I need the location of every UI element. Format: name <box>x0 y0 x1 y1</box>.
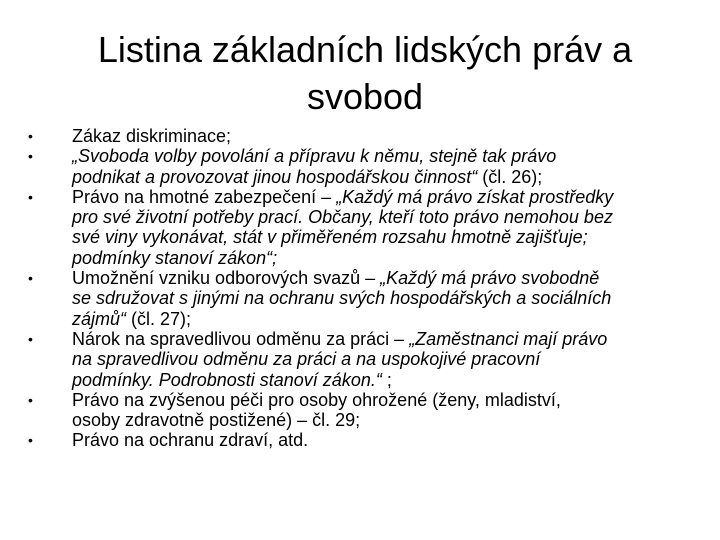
bullet-item <box>28 390 690 431</box>
bullet-line <box>72 227 690 247</box>
quoted-text: své viny vykonávat, stát v přiměřeném rozsahu hmotně zajišťuje; <box>72 227 588 248</box>
quoted-text: podmínky stanoví zákon“; <box>72 247 278 268</box>
bullet-text: osoby zdravotně postižené) – čl. 29; <box>72 410 361 431</box>
quoted-text: zájmů“ <box>72 308 127 329</box>
bullet-line <box>72 410 690 430</box>
title-line-2: svobod <box>306 76 424 117</box>
quoted-text: podnikat a provozovat jinou hospodářskou činnost“ <box>72 166 478 187</box>
bullet-text: (čl. 26); <box>477 166 543 187</box>
bullet-text: Umožnění vzniku odborových svazů – <box>72 268 381 289</box>
bullet-marker: • <box>28 391 33 408</box>
quoted-text: na spravedlivou odměnu za práci a na uspokojivé pracovní <box>72 349 541 370</box>
bullet-text: Zákaz diskriminace; <box>72 126 232 146</box>
quoted-text: „Zaměstnanci mají právo <box>409 328 608 349</box>
quoted-text: „Každý má právo svobodně <box>380 268 600 289</box>
quoted-text: „Každý má právo získat prostředky <box>336 186 614 207</box>
bullet-text: ; <box>381 369 392 390</box>
title-line-1: Listina základních lidských práv a <box>97 29 633 70</box>
bullet-item <box>28 268 690 329</box>
bullet-line <box>72 309 690 329</box>
bullet-marker: • <box>28 432 33 449</box>
bullet-item <box>28 430 690 450</box>
bullet-line <box>72 207 690 227</box>
bullet-text: Nárok na spravedlivou odměnu za práci – <box>72 328 410 349</box>
quoted-text: „Svoboda volby povolání a přípravu k němu, stejně tak právo <box>72 146 557 167</box>
bullet-line <box>72 430 690 450</box>
slide-title <box>40 26 690 120</box>
bullet-line <box>72 288 690 308</box>
bullet-list <box>28 126 690 451</box>
bullet-line <box>72 390 690 410</box>
bullet-item <box>28 126 690 146</box>
bullet-line <box>72 329 690 349</box>
bullet-text: Právo na hmotné zabezpečení – <box>72 186 337 207</box>
bullet-marker: • <box>28 270 33 287</box>
quoted-text: podmínky. Podrobnosti stanoví zákon.“ <box>72 369 382 390</box>
bullet-line <box>72 268 690 288</box>
bullet-marker: • <box>28 330 33 347</box>
bullet-text: (čl. 27); <box>126 308 192 329</box>
bullet-item <box>28 329 690 390</box>
bullet-line <box>72 248 690 268</box>
bullet-item <box>28 146 690 187</box>
bullet-marker: • <box>28 188 33 205</box>
bullet-line <box>72 146 690 166</box>
bullet-marker: • <box>28 128 33 144</box>
bullet-text: Právo na zvýšenou péči pro osoby ohrožené (ženy, mladiství, <box>72 389 561 410</box>
bullet-marker: • <box>28 148 33 165</box>
quoted-text: pro své životní potřeby prací. Občany, kteří toto právo nemohou bez <box>72 207 613 228</box>
quoted-text: se sdružovat s jinými na ochranu svých hospodářských a sociálních <box>72 288 612 309</box>
bullet-text: Právo na ochranu zdraví, atd. <box>72 430 309 451</box>
bullet-line <box>72 349 690 369</box>
bullet-line <box>72 167 690 187</box>
bullet-line <box>72 187 690 207</box>
bullet-line <box>72 370 690 390</box>
bullet-item <box>28 187 690 268</box>
bullet-line <box>72 126 690 146</box>
